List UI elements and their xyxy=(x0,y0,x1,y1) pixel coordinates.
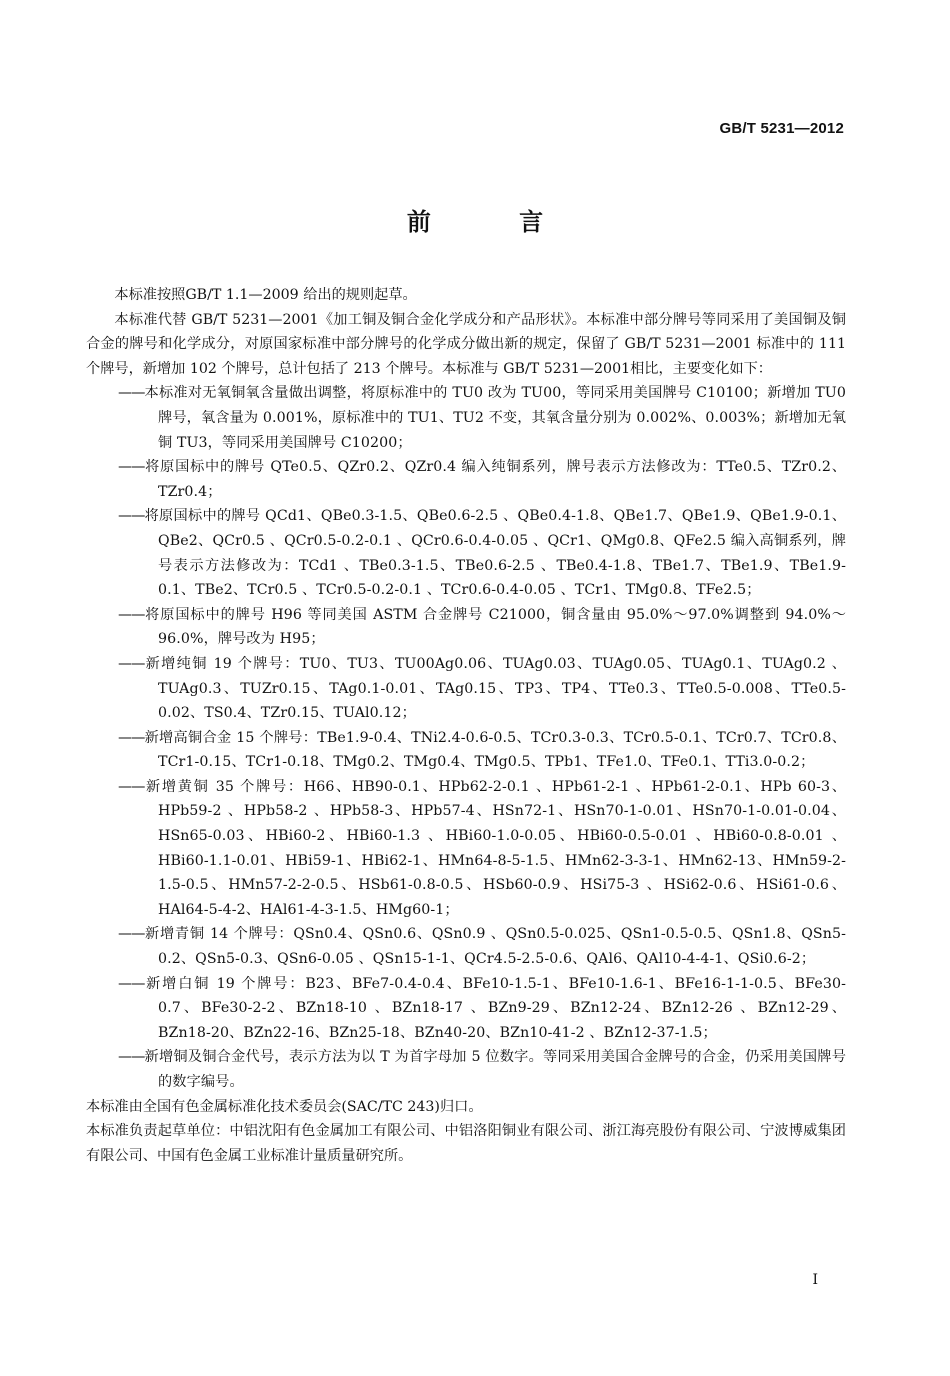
dash-marker: —— xyxy=(118,1049,145,1066)
dash-marker: —— xyxy=(118,606,145,623)
dash-marker: —— xyxy=(118,778,145,795)
change-item-text: 新增铜及铜合金代号，表示方法为以 T 为首字母加 5 位数字。等同采用美国合金牌号的合金，仍采用美国牌号的数字编号。 xyxy=(144,1049,846,1090)
dash-marker: —— xyxy=(118,729,145,746)
change-item xyxy=(86,775,846,923)
change-item-text: 新增黄铜 35 个牌号：H66、HB90-0.1、HPb62-2-0.1 、HPb61-2-1 、HPb61-2-0.1、HPb 60-3、HPb59-2 、HPb58-2 、HPb58-3、HPb57-4、HSn72-1、HSn70-1-0.01、HSn70-1-0.01-0.04、HSn65-0.03、HBi60-2、HBi60-1.3 、HBi60-1.0-0.05、HBi60-0.5-0.01 、HBi60-0.8-0.01 、HBi60-1.1-0.01、HBi59-1、HBi62-1、HMn64-8-5-1.5、HMn62-3-3-1、HMn62-13、HMn59-2-1.5-0.5、HMn57-2-2-0.5、HSb61-0.8-0.5、HSb60-0.9、HSi75-3 、HSi62-0.6、HSi61-0.6、HAl64-5-4-2、HAl61-4-3-1.5、HMg60-1； xyxy=(144,778,846,918)
change-item xyxy=(86,922,846,971)
change-item xyxy=(86,652,846,726)
change-item-text: 新增高铜合金 15 个牌号：TBe1.9-0.4、TNi2.4-0.6-0.5、TCr0.3-0.3、TCr0.5-0.1、TCr0.7、TCr0.8、TCr1-0.15、TCr1-0.18、TMg0.2、TMg0.4、TMg0.5、TPb1、TFe1.0、TFe0.1、TTi3.0-0.2； xyxy=(144,729,846,771)
change-item xyxy=(86,603,846,652)
change-item xyxy=(86,1045,846,1094)
paragraph-replacement: 本标准代替 GB/T 5231—2001《加工铜及铜合金化学成分和产品形状》。本标准中部分牌号等同采用了美国铜及铜合金的牌号和化学成分，对原国家标准中部分牌号的化学成分做出新的规定，保留了 GB/T 5231—2001 标准中的 111 个牌号，新增加 102 个牌号，总计包括了 213 个牌号。本标准与 GB/T 5231—2001相比，主要变化如下： xyxy=(86,311,846,377)
change-item xyxy=(86,972,846,1046)
standard-code: GB/T 5231—2012 xyxy=(719,120,844,137)
change-item xyxy=(86,381,846,455)
dash-marker: —— xyxy=(118,459,145,476)
preface-body xyxy=(86,283,846,1168)
dash-marker: —— xyxy=(118,508,145,525)
dash-marker: —— xyxy=(118,926,145,943)
change-item xyxy=(86,455,846,504)
dash-marker: —— xyxy=(118,385,145,402)
change-item-text: 新增纯铜 19 个牌号：TU0、TU3、TU00Ag0.06、TUAg0.03、TUAg0.05、TUAg0.1、TUAg0.2 、TUAg0.3、TUZr0.15、TAg0.1-0.01、TAg0.15、TP3、TP4、TTe0.3、TTe0.5-0.008、TTe0.5-0.02、TS0.4、TZr0.15、TUAl0.12； xyxy=(144,655,846,722)
change-list xyxy=(86,381,846,1094)
change-item-text: 将原国标中的牌号 QTe0.5、QZr0.2、QZr0.4 编入纯铜系列，牌号表示方法修改为：TTe0.5、TZr0.2、TZr0.4； xyxy=(144,459,846,500)
paragraph-jurisdiction: 本标准由全国有色金属标准化技术委员会(SAC/TC 243)归口。 xyxy=(86,1098,483,1115)
dash-marker: —— xyxy=(118,975,145,992)
change-item-text: 将原国标中的牌号 H96 等同美国 ASTM 合金牌号 C21000，铜含量由 95.0%～97.0%调整到 94.0%～96.0%，牌号改为 H95； xyxy=(144,606,846,648)
page-number: I xyxy=(812,1272,818,1288)
change-item-text: 新增白铜 19 个牌号：B23、BFe7-0.4-0.4、BFe10-1.5-1、BFe10-1.6-1、BFe16-1-1-0.5、BFe30-0.7、BFe30-2-2、BZn18-10 、BZn18-17 、BZn9-29、BZn12-24、BZn12-26 、BZn12-29、BZn18-20、BZn22-16、BZn25-18、BZn40-20、BZn10-41-2 、BZn12-37-1.5； xyxy=(144,975,846,1041)
change-item xyxy=(86,726,846,775)
dash-marker: —— xyxy=(118,655,145,672)
change-item xyxy=(86,504,846,602)
change-item-text: 新增青铜 14 个牌号：QSn0.4、QSn0.6、QSn0.9 、QSn0.5-0.025、QSn1-0.5-0.5、QSn1.8、QSn5-0.2、QSn5-0.3、QSn6-0.05 、QSn15-1-1、QCr4.5-2.5-0.6、QAl6、QAl10-4-4-1、QSi0.6-2； xyxy=(144,926,846,968)
change-item-text: 将原国标中的牌号 QCd1、QBe0.3-1.5、QBe0.6-2.5 、QBe0.4-1.8、QBe1.7、QBe1.9、QBe1.9-0.1、QBe2、QCr0.5 、QCr0.5-0.2-0.1 、QCr0.6-0.4-0.05 、QCr1、QMg0.8、QFe2.5 编入高铜系列，牌号表示方法修改为：TCd1 、TBe0.3-1.5、TBe0.6-2.5 、TBe0.4-1.8、TBe1.7、TBe1.9、TBe1.9-0.1、TBe2、TCr0.5 、TCr0.5-0.2-0.1 、TCr0.6-0.4-0.05 、TCr1、TMg0.8、TFe2.5； xyxy=(144,508,846,599)
page-title: 前 言 xyxy=(406,207,584,236)
paragraph-drafting-units: 本标准负责起草单位：中铝沈阳有色金属加工有限公司、中铝洛阳铜业有限公司、浙江海亮股份有限公司、宁波博威集团有限公司、中国有色金属工业标准计量质量研究所。 xyxy=(86,1123,846,1164)
paragraph-drafting-rules: 本标准按照GB/T 1.1—2009 给出的规则起草。 xyxy=(114,287,417,303)
change-item-text: 本标准对无氧铜氧含量做出调整，将原标准中的 TU0 改为 TU00，等同采用美国牌号 C10100；新增加 TU0 牌号，氧含量为 0.001%，原标准中的 TU1、TU2 不变，其氧含量分别为 0.002%、0.003%；新增加无氧铜 TU3，等同采用美国牌号 C10200； xyxy=(144,385,846,451)
